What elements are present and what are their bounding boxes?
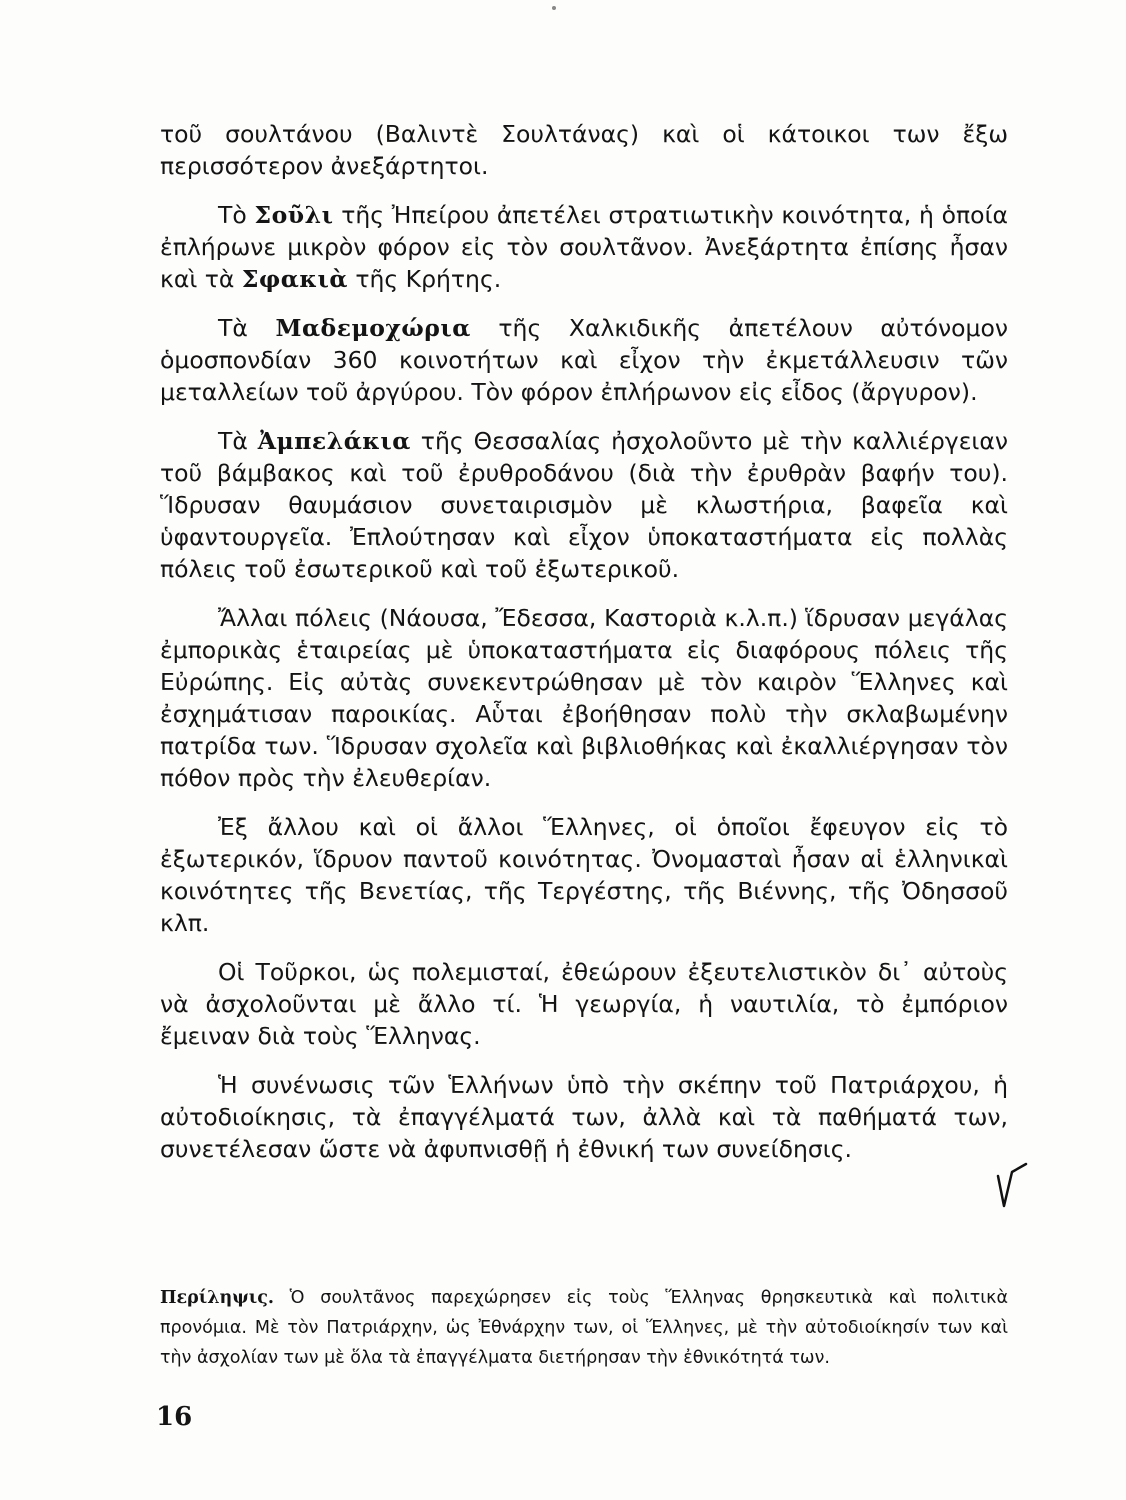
paragraph: [160, 199, 1008, 295]
paragraph-text: τῆς Ἠπείρου ἀπετέλει στρατιωτικὴν κοινότητα, ἡ ὁποία ἐπλήρωνε μικρὸν φόρον εἰς τὸν σουλτᾶνον. Ἀνεξάρτητα ἐπίσης ἦσαν καὶ τὰ: [160, 201, 1009, 293]
page-number: 16: [156, 1402, 193, 1432]
paragraph-text: τῆς Θεσσαλίας ἠσχολοῦντο μὲ τὴν καλλιέργειαν τοῦ βάμβακος καὶ τοῦ ἐρυθροδάνου (διὰ τὴν ἐρυθρὰν βαφήν του). Ἵδρυσαν θαυμάσιον συνεταιρισμὸν μὲ κλωστήρια, βαφεῖα καὶ ὑφαντουργεῖα. Ἐπλούτησαν καὶ εἶχον ὑποκαταστήματα εἰς πολλὰς πόλεις τοῦ ἐσωτερικοῦ καὶ τοῦ ἐξωτερικοῦ.: [160, 427, 1008, 583]
bold-term-mademochoria: Μαδεμοχώρια: [275, 314, 471, 342]
paragraph: [160, 1069, 1008, 1165]
paragraph-text: Ἄλλαι πόλεις (Νάουσα, Ἔδεσσα, Καστοριὰ κ.λ.π.) ἵδρυσαν μεγάλας ἐμπορικὰς ἑταιρείας μὲ ὑποκαταστήματα εἰς διαφόρους πόλεις τῆς Εὐρώπης. Εἰς αὐτὰς συνεκεντρώθησαν μὲ τὸν καιρὸν Ἕλληνες καὶ ἐσχημάτισαν παροικίας. Αὗται ἐβοήθησαν πολὺ τὴν σκλαβωμένην πατρίδα των. Ἵδρυσαν σχολεῖα καὶ βιβλιοθήκας καὶ ἐκαλλιέργησαν τὸν πόθον πρὸς τὴν ἐλευθερίαν.: [160, 604, 1008, 792]
paragraph-text: Ἡ συνένωσις τῶν Ἑλλήνων ὑπὸ τὴν σκέπην τοῦ Πατριάρχου, ἡ αὐτοδιοίκησις, τὰ ἐπαγγέλματά των, ἀλλὰ καὶ τὰ παθήματά των, συνετέλεσαν ὥστε νὰ ἀφυπνισθῇ ἡ ἐθνική των συνείδησις.: [160, 1071, 1008, 1163]
paragraph-text: τοῦ σουλτάνου (Βαλιντὲ Σουλτάνας) καὶ οἱ κάτοικοι των ἔξω περισσότερον ἀνεξάρτητοι.: [160, 120, 1008, 180]
paragraph-text: Ἐξ ἄλλου καὶ οἱ ἄλλοι Ἕλληνες, οἱ ὁποῖοι ἔφευγον εἰς τὸ ἐξωτερικόν, ἵδρυον παντοῦ κοινότητας. Ὀνομασταὶ ἦσαν αἱ ἑλληνικαὶ κοινότητες τῆς Βενετίας, τῆς Τεργέστης, τῆς Βιέννης, τῆς Ὀδησσοῦ κλπ.: [160, 813, 1008, 937]
body-text: [160, 118, 1008, 1182]
print-speck: [552, 6, 556, 10]
summary-box: [160, 1283, 1008, 1373]
paragraph-text: τῆς Κρήτης.: [347, 265, 502, 293]
paragraph-text: Τὰ: [218, 427, 258, 455]
paragraph: [160, 956, 1008, 1052]
paragraph: [160, 602, 1008, 794]
paragraph-text: Οἱ Τοῦρκοι, ὡς πολεμισταί, ἐθεώρουν ἐξευτελιστικὸν δι᾽ αὐτοὺς νὰ ἀσχολοῦνται μὲ ἄλλο τί. Ἡ γεωργία, ἡ ναυτιλία, τὸ ἐμπόριον ἔμειναν διὰ τοὺς Ἕλληνας.: [160, 958, 1008, 1050]
bold-term-ampelakia: Ἀμπελάκια: [257, 427, 411, 455]
summary-label: Περίληψις.: [160, 1288, 274, 1308]
paragraph-text: τῆς Χαλκιδικῆς ἀπετέλουν αὐτόνομον ὁμοσπονδίαν 360 κοινοτήτων καὶ εἶχον τὴν ἐκμετάλλευσιν τῶν μεταλλείων τοῦ ἀργύρου. Τὸν φόρον ἐπλήρωνον εἰς εἶδος (ἄργυρον).: [160, 314, 1008, 406]
paragraph: [160, 118, 1008, 182]
paragraph: [160, 312, 1008, 408]
paragraph: [160, 811, 1008, 939]
paragraph-text: Τὰ: [218, 314, 276, 342]
bold-term-souli: Σοῦλι: [254, 201, 334, 229]
paragraph-text: Τὸ: [218, 201, 255, 229]
bold-term-sfakia: Σφακιὰ: [241, 265, 348, 293]
paragraph: [160, 425, 1008, 585]
summary-text: Ὁ σουλτᾶνος παρεχώρησεν εἰς τοὺς Ἕλληνας θρησκευτικὰ καὶ πολιτικὰ προνόμια. Μὲ τὸν Πατριάρχην, ὡς Ἐθνάρχην των, οἱ Ἕλληνες, μὲ τὴν αὐτοδιοίκησίν των καὶ τὴν ἀσχολίαν των μὲ ὅλα τὰ ἐπαγγέλματα διετήρησαν τὴν ἐθνικότητά των.: [160, 1288, 1008, 1368]
handwritten-margin-mark: [992, 1150, 1032, 1210]
